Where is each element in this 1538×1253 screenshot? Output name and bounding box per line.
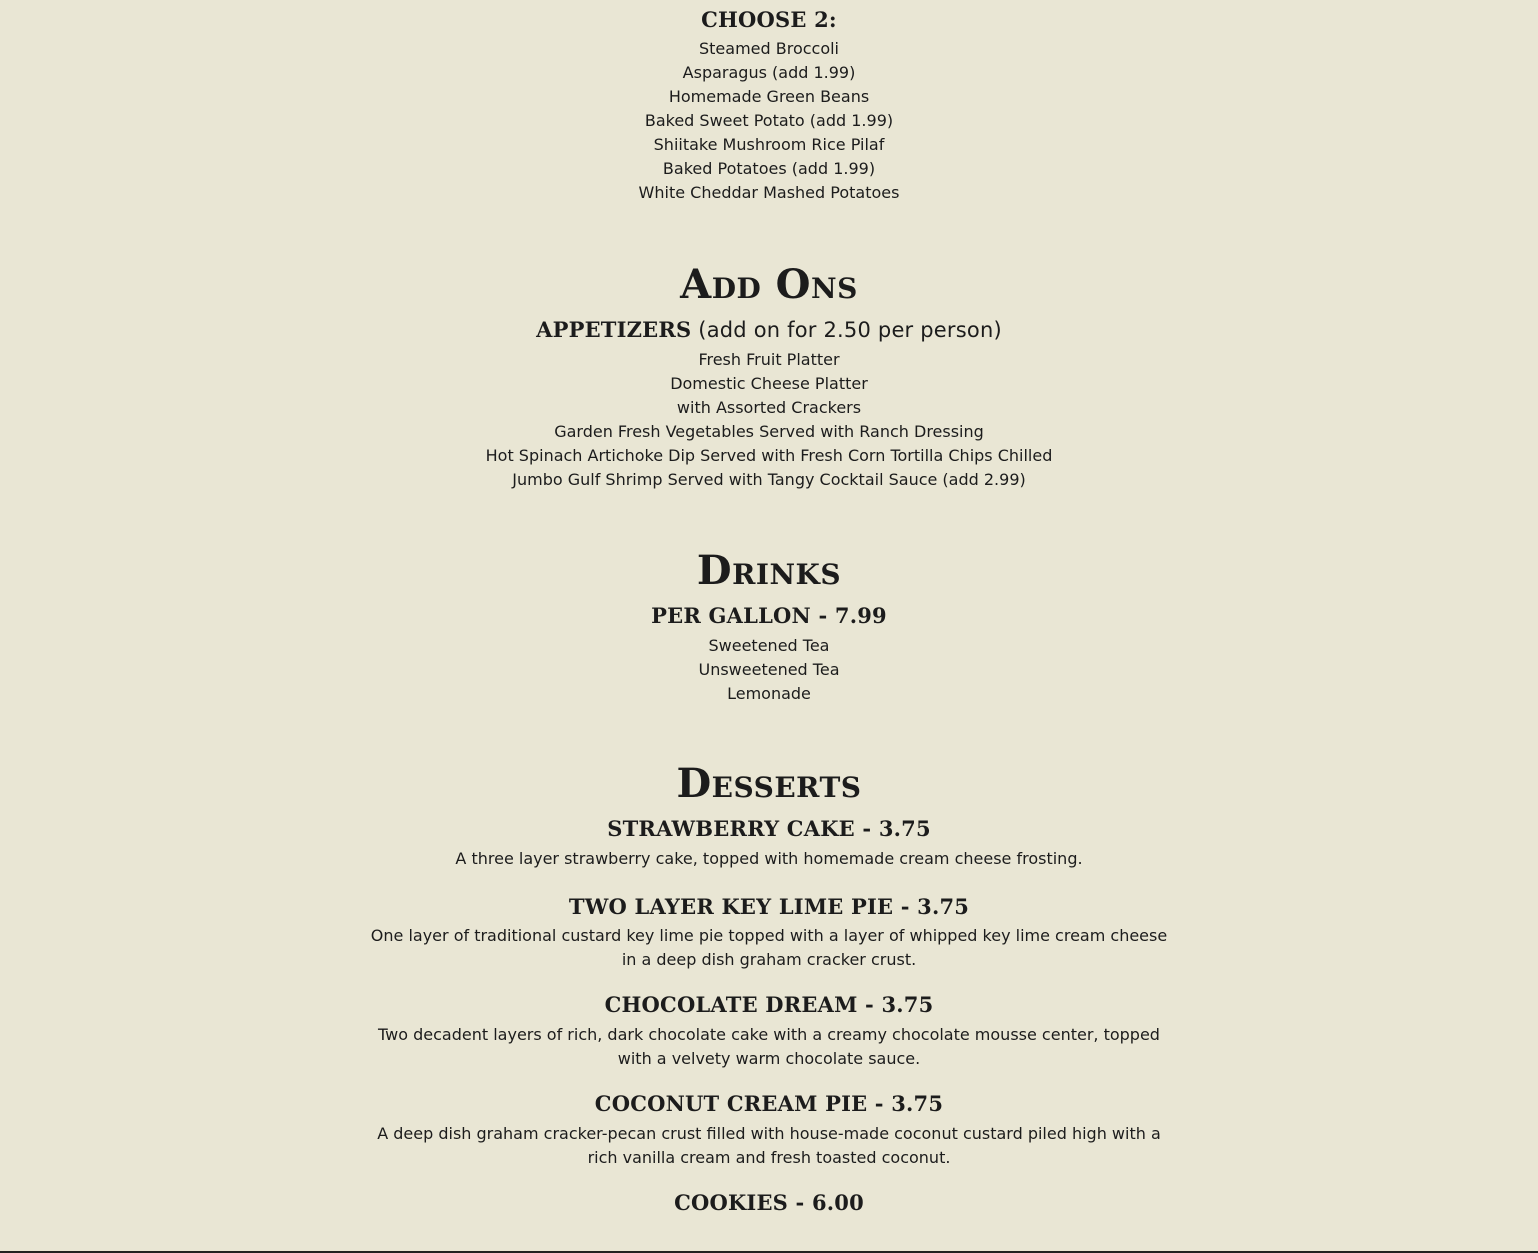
drink-item: Sweetened Tea [708, 636, 830, 655]
side-item: Asparagus (add 1.99) [682, 63, 856, 82]
dessert-description: One layer of traditional custard key lime pie topped with a layer of whipped key lime cream cheese in a deep dish graham cracker crust. [370, 926, 1168, 969]
drink-item: Unsweetened Tea [698, 660, 840, 679]
side-item: Homemade Green Beans [668, 87, 870, 106]
side-item: Baked Potatoes (add 1.99) [662, 159, 876, 178]
appetizer-item: Fresh Fruit Platter [698, 350, 840, 369]
add-ons-title: Add Ons [680, 261, 858, 308]
dessert-item [0, 1091, 1538, 1170]
appetizer-item: Garden Fresh Vegetables Served with Ranch Dressing [554, 422, 984, 441]
drinks-section [0, 547, 1538, 706]
dessert-name: COCONUT CREAM PIE - 3.75 [594, 1091, 944, 1116]
sides-heading: CHOOSE 2: [701, 7, 837, 32]
dessert-item [0, 894, 1538, 972]
sides-list [0, 37, 1538, 205]
dessert-name: CHOCOLATE DREAM - 3.75 [604, 992, 934, 1017]
appetizer-item: Domestic Cheese Platter [670, 374, 868, 393]
appetizers-note: (add on for 2.50 per person) [691, 318, 1002, 342]
appetizers-list [0, 348, 1538, 492]
side-item: Baked Sweet Potato (add 1.99) [644, 111, 894, 130]
sides-section [0, 0, 1538, 205]
side-item: Shiitake Mushroom Rice Pilaf [653, 135, 885, 154]
drinks-heading: PER GALLON - 7.99 [651, 603, 887, 628]
dessert-name: STRAWBERRY CAKE - 3.75 [607, 816, 931, 841]
dessert-item [0, 816, 1538, 871]
appetizers-heading [0, 317, 1538, 343]
dessert-item [0, 992, 1538, 1071]
desserts-title: Desserts [676, 760, 862, 807]
dessert-name: COOKIES - 6.00 [674, 1190, 864, 1215]
dessert-item [0, 1190, 1538, 1216]
dessert-description: A deep dish graham cracker-pecan crust filled with house-made coconut custard piled high with a rich vanilla cream and fresh toasted coconut. [377, 1124, 1161, 1167]
add-ons-section [0, 261, 1538, 492]
appetizer-item: Jumbo Gulf Shrimp Served with Tangy Cocktail Sauce (add 2.99) [512, 470, 1026, 489]
dessert-description: Two decadent layers of rich, dark chocolate cake with a creamy chocolate mousse center, topped with a velvety warm chocolate sauce. [378, 1025, 1160, 1068]
drinks-title: Drinks [696, 547, 842, 594]
appetizer-item: Hot Spinach Artichoke Dip Served with Fresh Corn Tortilla Chips Chilled [485, 446, 1053, 465]
desserts-section [0, 760, 1538, 1216]
appetizer-item: with Assorted Crackers [676, 398, 862, 417]
dessert-description: A three layer strawberry cake, topped with homemade cream cheese frosting. [455, 849, 1083, 868]
drink-item: Lemonade [727, 684, 811, 703]
side-item: Steamed Broccoli [698, 39, 839, 58]
drinks-list [0, 634, 1538, 706]
dessert-name: TWO LAYER KEY LIME PIE - 3.75 [568, 894, 970, 919]
side-item: White Cheddar Mashed Potatoes [638, 183, 900, 202]
appetizers-label: APPETIZERS [536, 317, 692, 342]
